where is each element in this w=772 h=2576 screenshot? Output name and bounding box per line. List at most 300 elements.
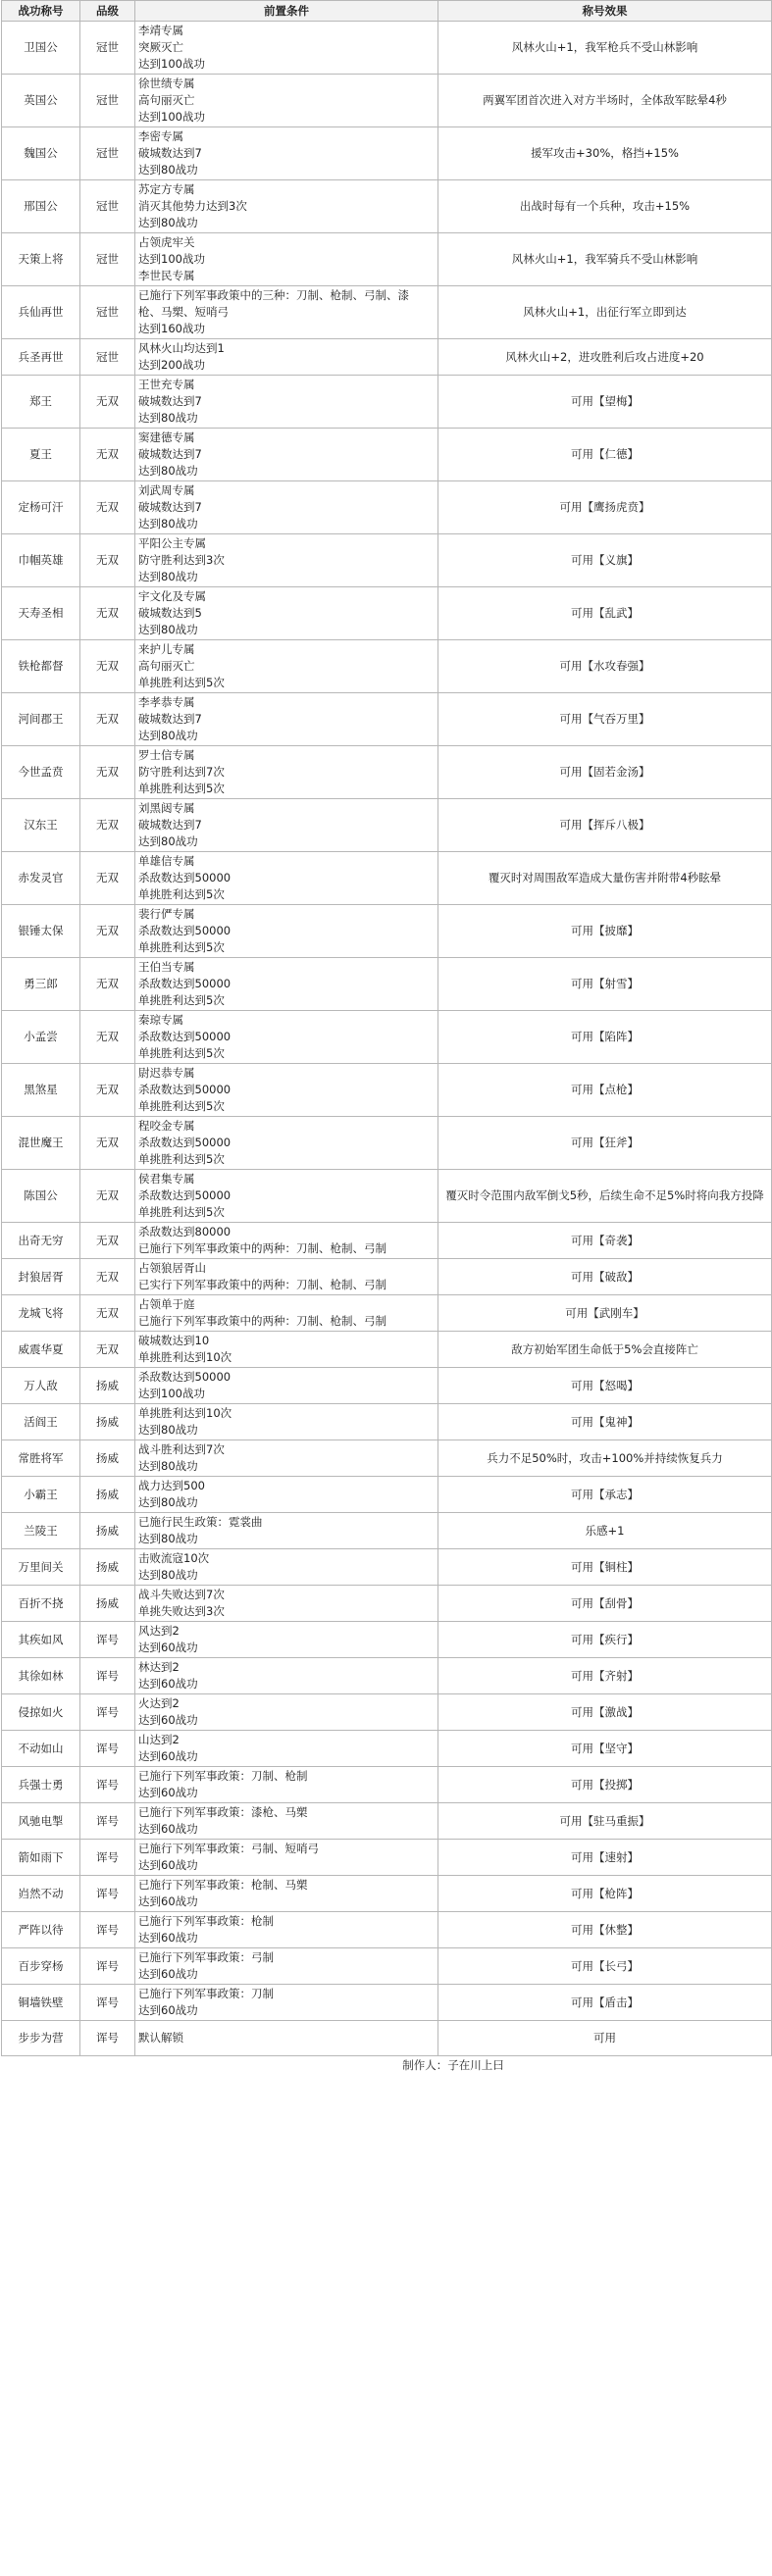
row-title: 定杨可汗: [2, 481, 80, 534]
condition-line: 达到80战功: [138, 464, 198, 478]
condition-line: 消灭其他势力达到3次: [138, 199, 247, 213]
row-conditions: [135, 339, 438, 376]
row-title: 今世孟贲: [2, 746, 80, 799]
row-effect: 可用【疾行】: [438, 1622, 772, 1658]
row-conditions: [135, 1477, 438, 1513]
row-grade: 无双: [80, 799, 135, 852]
condition-line: 战力达到500: [138, 1479, 205, 1492]
row-grade: 诨号: [80, 1622, 135, 1658]
row-effect: 可用【铜柱】: [438, 1549, 772, 1586]
header-row: [2, 1, 772, 22]
condition-line: 秦琼专属: [138, 1013, 183, 1027]
row-grade: 无双: [80, 1064, 135, 1117]
condition-line: 刘武周专属: [138, 483, 195, 497]
row-grade: 冠世: [80, 233, 135, 286]
condition-line: 罗士信专属: [138, 748, 195, 762]
row-title: 兰陵王: [2, 1513, 80, 1549]
row-title: 混世魔王: [2, 1117, 80, 1170]
condition-line: 突厥灭亡: [138, 40, 183, 54]
condition-line: 李世民专属: [138, 269, 195, 282]
title-table: [1, 0, 772, 2075]
row-effect: 可用【投掷】: [438, 1767, 772, 1803]
condition-line: 侯君集专属: [138, 1172, 195, 1186]
table-row: [2, 640, 772, 693]
row-grade: 扬威: [80, 1404, 135, 1440]
condition-line: 达到60战功: [138, 1713, 198, 1727]
row-title: 天策上将: [2, 233, 80, 286]
row-conditions: [135, 799, 438, 852]
row-title: 风驰电掣: [2, 1803, 80, 1840]
condition-line: 单挑胜利达到5次: [138, 782, 225, 795]
row-conditions: [135, 2021, 438, 2056]
row-title: 常胜将军: [2, 1440, 80, 1477]
row-grade: 无双: [80, 746, 135, 799]
condition-line: 已施行下列军事政策中的两种：刀制、枪制、弓制: [138, 1241, 386, 1255]
condition-line: 达到80战功: [138, 729, 198, 742]
row-effect: 可用【狂斧】: [438, 1117, 772, 1170]
footer-row: [2, 2056, 772, 2076]
row-grade: 诨号: [80, 1876, 135, 1912]
condition-line: 枪、马槊、短哨弓: [138, 305, 229, 319]
row-title: 万人敌: [2, 1368, 80, 1404]
row-effect: 可用【驻马重振】: [438, 1803, 772, 1840]
condition-line: 达到80战功: [138, 834, 198, 848]
condition-line: 李密专属: [138, 129, 183, 143]
row-conditions: [135, 958, 438, 1011]
condition-line: 杀敌数达到50000: [138, 1136, 232, 1149]
table-row: [2, 233, 772, 286]
header-conditions: 前置条件: [135, 1, 438, 22]
condition-line: 防守胜利达到7次: [138, 765, 225, 779]
condition-line: 破城数达到7: [138, 447, 202, 461]
condition-line: 达到60战功: [138, 1858, 198, 1872]
row-grade: 无双: [80, 905, 135, 958]
condition-line: 杀敌数达到50000: [138, 1370, 232, 1384]
table-row: [2, 1332, 772, 1368]
row-effect: 风林火山+1，我军骑兵不受山林影响: [438, 233, 772, 286]
row-title: 兵圣再世: [2, 339, 80, 376]
condition-line: 达到80战功: [138, 411, 198, 425]
row-title: 夏王: [2, 429, 80, 481]
condition-line: 已施行下列军事政策：刀制、枪制: [138, 1769, 308, 1783]
row-title: 步步为营: [2, 2021, 80, 2056]
row-title: 万里间关: [2, 1549, 80, 1586]
row-effect: 出战时每有一个兵种，攻击+15%: [438, 180, 772, 233]
condition-line: 高句丽灭亡: [138, 93, 195, 107]
condition-line: 刘黑闼专属: [138, 801, 195, 815]
row-title: 箭如雨下: [2, 1840, 80, 1876]
condition-line: 杀敌数达到50000: [138, 871, 232, 884]
row-effect: 可用【速射】: [438, 1840, 772, 1876]
row-title: 铁枪都督: [2, 640, 80, 693]
condition-line: 击败流寇10次: [138, 1551, 210, 1565]
row-grade: 诨号: [80, 1803, 135, 1840]
row-grade: 无双: [80, 1295, 135, 1332]
condition-line: 破城数达到7: [138, 500, 202, 514]
condition-line: 王世充专属: [138, 378, 195, 391]
row-grade: 无双: [80, 1011, 135, 1064]
row-effect: 风林火山+1，我军枪兵不受山林影响: [438, 22, 772, 75]
condition-line: 达到60战功: [138, 1822, 198, 1836]
condition-line: 风达到2: [138, 1624, 180, 1638]
row-grade: 扬威: [80, 1477, 135, 1513]
row-grade: 扬威: [80, 1513, 135, 1549]
header-grade: 品级: [80, 1, 135, 22]
condition-line: 达到60战功: [138, 1894, 198, 1908]
condition-line: 达到160战功: [138, 322, 205, 335]
row-conditions: [135, 376, 438, 429]
condition-line: 达到80战功: [138, 623, 198, 636]
row-conditions: [135, 127, 438, 180]
table-row: [2, 958, 772, 1011]
table-row: [2, 1803, 772, 1840]
table-row: [2, 1477, 772, 1513]
table-row: [2, 799, 772, 852]
row-title: 严阵以待: [2, 1912, 80, 1948]
condition-line: 单挑胜利达到5次: [138, 993, 225, 1007]
row-conditions: [135, 233, 438, 286]
condition-line: 破城数达到7: [138, 712, 202, 726]
row-conditions: [135, 1803, 438, 1840]
row-conditions: [135, 905, 438, 958]
row-conditions: [135, 1223, 438, 1259]
table-row: [2, 1170, 772, 1223]
row-grade: 扬威: [80, 1440, 135, 1477]
table-row: [2, 1694, 772, 1731]
row-title: 威震华夏: [2, 1332, 80, 1368]
table-row: [2, 1117, 772, 1170]
row-effect: 可用【坚守】: [438, 1731, 772, 1767]
condition-line: 徐世绩专属: [138, 76, 195, 90]
condition-line: 战斗胜利达到7次: [138, 1442, 225, 1456]
row-grade: 诨号: [80, 1694, 135, 1731]
row-conditions: [135, 429, 438, 481]
row-effect: 可用【破敌】: [438, 1259, 772, 1295]
condition-line: 已施行下列军事政策：刀制: [138, 1987, 274, 2000]
row-title: 勇三郎: [2, 958, 80, 1011]
table-row: [2, 1840, 772, 1876]
row-effect: 可用【奇袭】: [438, 1223, 772, 1259]
row-grade: 无双: [80, 429, 135, 481]
condition-line: 达到80战功: [138, 1495, 198, 1509]
row-grade: 冠世: [80, 286, 135, 339]
row-conditions: [135, 640, 438, 693]
row-title: 其徐如林: [2, 1658, 80, 1694]
table-row: [2, 534, 772, 587]
row-effect: 兵力不足50%时，攻击+100%并持续恢复兵力: [438, 1440, 772, 1477]
condition-line: 达到60战功: [138, 2003, 198, 2017]
table-row: [2, 1513, 772, 1549]
row-effect: 可用【射雪】: [438, 958, 772, 1011]
row-conditions: [135, 1731, 438, 1767]
table-row: [2, 127, 772, 180]
row-effect: 可用【怒喝】: [438, 1368, 772, 1404]
row-effect: 可用【齐射】: [438, 1658, 772, 1694]
table-row: [2, 429, 772, 481]
table-row: [2, 1011, 772, 1064]
condition-line: 王伯当专属: [138, 960, 195, 974]
condition-line: 单挑失败达到3次: [138, 1604, 225, 1618]
row-grade: 无双: [80, 1223, 135, 1259]
condition-line: 高句丽灭亡: [138, 659, 195, 673]
condition-line: 已施行下列军事政策：弓制、短哨弓: [138, 1842, 319, 1855]
row-grade: 冠世: [80, 75, 135, 127]
row-effect: 可用【盾击】: [438, 1985, 772, 2021]
condition-line: 已实行下列军事政策中的两种：刀制、枪制、弓制: [138, 1278, 386, 1291]
row-grade: 无双: [80, 693, 135, 746]
row-effect: 可用【仁德】: [438, 429, 772, 481]
condition-line: 单挑胜利达到5次: [138, 1046, 225, 1060]
row-conditions: [135, 1658, 438, 1694]
row-title: 河间郡王: [2, 693, 80, 746]
row-title: 铜墙铁壁: [2, 1985, 80, 2021]
row-title: 其疾如风: [2, 1622, 80, 1658]
condition-line: 单挑胜利达到5次: [138, 940, 225, 954]
row-conditions: [135, 534, 438, 587]
condition-line: 苏定方专属: [138, 182, 195, 196]
row-grade: 无双: [80, 1117, 135, 1170]
row-grade: 诨号: [80, 1767, 135, 1803]
table-row: [2, 22, 772, 75]
condition-line: 达到80战功: [138, 1568, 198, 1582]
row-effect: 可用: [438, 2021, 772, 2056]
row-conditions: [135, 1876, 438, 1912]
condition-line: 杀敌数达到50000: [138, 977, 232, 990]
row-grade: 冠世: [80, 22, 135, 75]
row-title: 英国公: [2, 75, 80, 127]
row-conditions: [135, 286, 438, 339]
row-conditions: [135, 75, 438, 127]
row-grade: 无双: [80, 852, 135, 905]
condition-line: 风林火山均达到1: [138, 341, 225, 355]
row-effect: 可用【长弓】: [438, 1948, 772, 1985]
condition-line: 林达到2: [138, 1660, 180, 1674]
table-row: [2, 1295, 772, 1332]
row-conditions: [135, 1948, 438, 1985]
table-row: [2, 1404, 772, 1440]
condition-line: 占领虎牢关: [138, 235, 195, 249]
condition-line: 达到80战功: [138, 517, 198, 530]
row-grade: 冠世: [80, 127, 135, 180]
row-grade: 诨号: [80, 1731, 135, 1767]
table-row: [2, 1064, 772, 1117]
row-effect: 可用【望梅】: [438, 376, 772, 429]
condition-line: 杀敌数达到50000: [138, 924, 232, 937]
row-title: 百折不挠: [2, 1586, 80, 1622]
condition-line: 达到60战功: [138, 1749, 198, 1763]
row-title: 岿然不动: [2, 1876, 80, 1912]
row-title: 小孟尝: [2, 1011, 80, 1064]
table-row: [2, 1586, 772, 1622]
row-title: 巾帼英雄: [2, 534, 80, 587]
condition-line: 达到100战功: [138, 57, 205, 71]
row-title: 魏国公: [2, 127, 80, 180]
row-conditions: [135, 1767, 438, 1803]
row-conditions: [135, 481, 438, 534]
row-conditions: [135, 1295, 438, 1332]
row-effect: 可用【水攻春强】: [438, 640, 772, 693]
condition-line: 已施行下列军事政策：弓制: [138, 1950, 274, 1964]
row-conditions: [135, 1064, 438, 1117]
row-title: 郑王: [2, 376, 80, 429]
condition-line: 宇文化及专属: [138, 589, 206, 603]
condition-line: 破城数达到10: [138, 1334, 210, 1347]
condition-line: 战斗失败达到7次: [138, 1588, 225, 1601]
table-row: [2, 1549, 772, 1586]
table-row: [2, 376, 772, 429]
row-conditions: [135, 1513, 438, 1549]
condition-line: 尉迟恭专属: [138, 1066, 195, 1080]
row-effect: 可用【承志】: [438, 1477, 772, 1513]
row-conditions: [135, 587, 438, 640]
table-row: [2, 1985, 772, 2021]
table-row: [2, 1876, 772, 1912]
table-row: [2, 1368, 772, 1404]
row-title: 黑煞星: [2, 1064, 80, 1117]
row-conditions: [135, 22, 438, 75]
row-title: 赤发灵官: [2, 852, 80, 905]
condition-line: 来护儿专属: [138, 642, 195, 656]
condition-line: 杀敌数达到80000: [138, 1225, 232, 1238]
row-effect: 可用【乱武】: [438, 587, 772, 640]
row-grade: 诨号: [80, 1840, 135, 1876]
table-row: [2, 180, 772, 233]
row-conditions: [135, 1840, 438, 1876]
condition-line: 破城数达到7: [138, 818, 202, 832]
table-row: [2, 1767, 772, 1803]
row-effect: 可用【武刚车】: [438, 1295, 772, 1332]
table-body: [2, 22, 772, 2056]
row-conditions: [135, 1368, 438, 1404]
row-title: 汉东王: [2, 799, 80, 852]
row-title: 邢国公: [2, 180, 80, 233]
row-conditions: [135, 1586, 438, 1622]
row-conditions: [135, 1622, 438, 1658]
condition-line: 杀敌数达到50000: [138, 1030, 232, 1043]
row-grade: 冠世: [80, 339, 135, 376]
table-row: [2, 1259, 772, 1295]
table-row: [2, 1223, 772, 1259]
condition-line: 火达到2: [138, 1696, 180, 1710]
row-title: 封狼居胥: [2, 1259, 80, 1295]
row-effect: 两翼军团首次进入对方半场时，全体敌军眩晕4秒: [438, 75, 772, 127]
row-effect: 可用【披靡】: [438, 905, 772, 958]
condition-line: 达到80战功: [138, 570, 198, 583]
condition-line: 单挑胜利达到5次: [138, 1152, 225, 1166]
condition-line: 单雄信专属: [138, 854, 195, 868]
footer-spacer: [2, 2056, 135, 2076]
row-conditions: [135, 1912, 438, 1948]
row-effect: 可用【点枪】: [438, 1064, 772, 1117]
row-conditions: [135, 1404, 438, 1440]
row-title: 卫国公: [2, 22, 80, 75]
row-title: 活阎王: [2, 1404, 80, 1440]
condition-line: 山达到2: [138, 1733, 180, 1746]
row-title: 银锤太保: [2, 905, 80, 958]
table-row: [2, 1622, 772, 1658]
condition-line: 达到80战功: [138, 216, 198, 229]
row-grade: 无双: [80, 376, 135, 429]
condition-line: 占领单于庭: [138, 1297, 195, 1311]
row-effect: 可用【休整】: [438, 1912, 772, 1948]
row-title: 兵强士勇: [2, 1767, 80, 1803]
row-effect: 可用【气吞万里】: [438, 693, 772, 746]
condition-line: 裴行俨专属: [138, 907, 195, 921]
condition-line: 防守胜利达到3次: [138, 553, 225, 567]
row-grade: 扬威: [80, 1549, 135, 1586]
row-conditions: [135, 1117, 438, 1170]
row-grade: 诨号: [80, 1948, 135, 1985]
condition-line: 窦建德专属: [138, 430, 195, 444]
row-conditions: [135, 1011, 438, 1064]
row-grade: 诨号: [80, 1985, 135, 2021]
condition-line: 已施行下列军事政策中的两种：刀制、枪制、弓制: [138, 1314, 386, 1328]
row-title: 不动如山: [2, 1731, 80, 1767]
row-title: 出奇无穷: [2, 1223, 80, 1259]
row-grade: 诨号: [80, 1912, 135, 1948]
row-conditions: [135, 852, 438, 905]
row-conditions: [135, 180, 438, 233]
row-grade: 无双: [80, 481, 135, 534]
header-effect: 称号效果: [438, 1, 772, 22]
condition-line: 达到80战功: [138, 1532, 198, 1545]
header-title: 战功称号: [2, 1, 80, 22]
row-grade: 无双: [80, 1332, 135, 1368]
row-grade: 无双: [80, 1259, 135, 1295]
condition-line: 杀敌数达到50000: [138, 1083, 232, 1096]
row-effect: 可用【义旗】: [438, 534, 772, 587]
row-title: 兵仙再世: [2, 286, 80, 339]
condition-line: 达到60战功: [138, 1931, 198, 1945]
row-effect: 覆灭时对周围敌军造成大量伤害并附带4秒眩晕: [438, 852, 772, 905]
table-row: [2, 693, 772, 746]
condition-line: 杀敌数达到50000: [138, 1188, 232, 1202]
condition-line: 达到60战功: [138, 1641, 198, 1654]
row-grade: 无双: [80, 1170, 135, 1223]
row-effect: 可用【挥斥八极】: [438, 799, 772, 852]
row-title: 天寿圣相: [2, 587, 80, 640]
row-title: 龙城飞将: [2, 1295, 80, 1332]
condition-line: 已施行下列军事政策：枪制、马槊: [138, 1878, 308, 1892]
row-effect: 风林火山+1，出征行军立即到达: [438, 286, 772, 339]
row-grade: 无双: [80, 958, 135, 1011]
table-row: [2, 1912, 772, 1948]
row-effect: 可用【激战】: [438, 1694, 772, 1731]
row-conditions: [135, 693, 438, 746]
table-row: [2, 286, 772, 339]
condition-line: 达到60战功: [138, 1677, 198, 1691]
condition-line: 达到80战功: [138, 163, 198, 177]
table-row: [2, 1731, 772, 1767]
table-row: [2, 852, 772, 905]
condition-line: 单挑胜利达到5次: [138, 887, 225, 901]
row-grade: 扬威: [80, 1368, 135, 1404]
table-row: [2, 587, 772, 640]
row-effect: 覆灭时令范围内敌军倒戈5秒，后续生命不足5%时将向我方投降: [438, 1170, 772, 1223]
condition-line: 已施行下列军事政策：枪制: [138, 1914, 274, 1928]
condition-line: 占领狼居胥山: [138, 1261, 206, 1275]
row-effect: 可用【鹰扬虎贲】: [438, 481, 772, 534]
condition-line: 达到100战功: [138, 110, 205, 124]
condition-line: 达到100战功: [138, 1387, 205, 1400]
row-grade: 冠世: [80, 180, 135, 233]
condition-line: 已施行下列军事政策中的三种：刀制、枪制、弓制、漆: [138, 288, 409, 302]
row-effect: 风林火山+2，进攻胜利后攻占进度+20: [438, 339, 772, 376]
condition-line: 平阳公主专属: [138, 536, 206, 550]
row-effect: 可用【陷阵】: [438, 1011, 772, 1064]
row-conditions: [135, 1694, 438, 1731]
row-effect: 乐感+1: [438, 1513, 772, 1549]
